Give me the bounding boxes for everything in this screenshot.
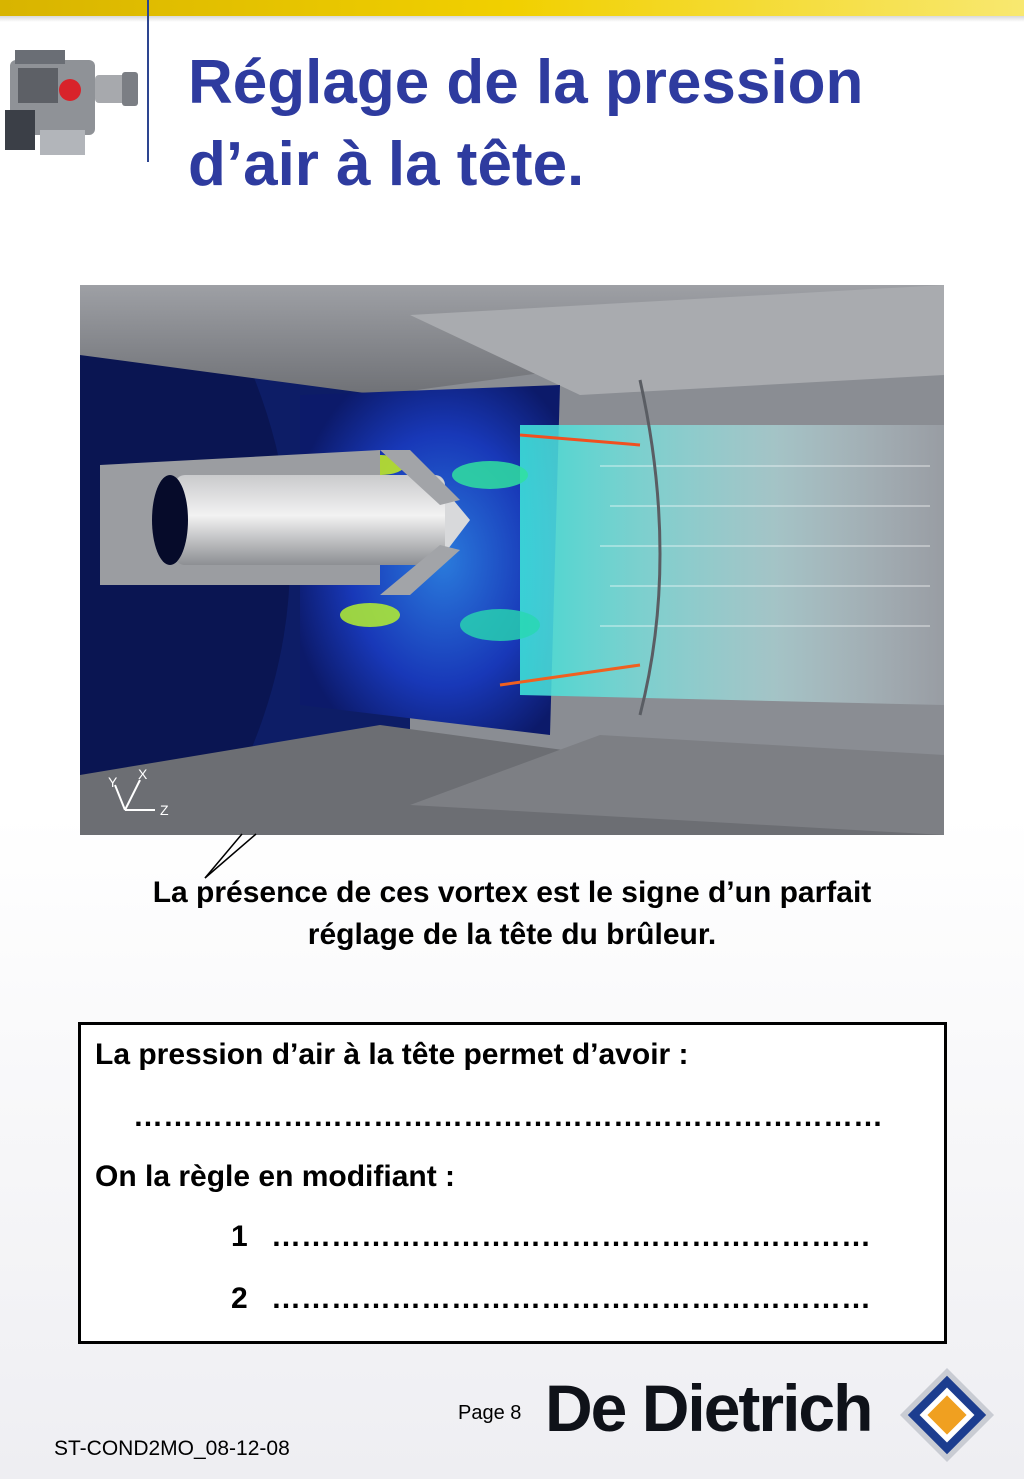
top-bar-shadow	[0, 16, 1024, 22]
title-line-1: Réglage de la pression	[188, 48, 864, 117]
top-accent-bar	[0, 0, 1024, 16]
page-number: Page 8	[458, 1402, 522, 1424]
document-code: ST-COND2MO_08-12-08	[54, 1437, 290, 1460]
axis-label-y: Y	[108, 774, 118, 790]
page-title	[188, 42, 988, 206]
axis-label-z: Z	[160, 802, 169, 818]
answer-1-blank: …………………………………………………………………	[133, 1100, 883, 1133]
caption-line-1: La présence de ces vortex est le signe d’un parfait	[152, 876, 872, 909]
airflow-simulation-image	[80, 285, 944, 835]
axis-label-x: X	[138, 766, 148, 782]
answer-item-2-blank: ……………………………………………………	[271, 1282, 871, 1315]
question-box	[78, 1022, 947, 1344]
answer-item-1-number: 1	[231, 1220, 248, 1253]
airflow-simulation-drawing	[80, 285, 944, 835]
brand-wordmark: De Dietrich	[545, 1371, 872, 1445]
answer-item-1-blank: ……………………………………………………	[271, 1220, 871, 1253]
question-1-text: La pression d’air à la tête permet d’avoir :	[95, 1038, 689, 1071]
de-dietrich-diamond-logo-icon	[898, 1366, 996, 1464]
title-line-2: d’air à la tête.	[188, 130, 585, 199]
figure-caption	[60, 872, 964, 956]
burner-thumbnail-image	[0, 30, 140, 170]
header-divider-line	[147, 0, 149, 162]
question-2-text: On la règle en modifiant :	[95, 1160, 456, 1193]
answer-item-2-number: 2	[231, 1282, 248, 1315]
caption-line-2: réglage de la tête du brûleur.	[307, 918, 717, 951]
